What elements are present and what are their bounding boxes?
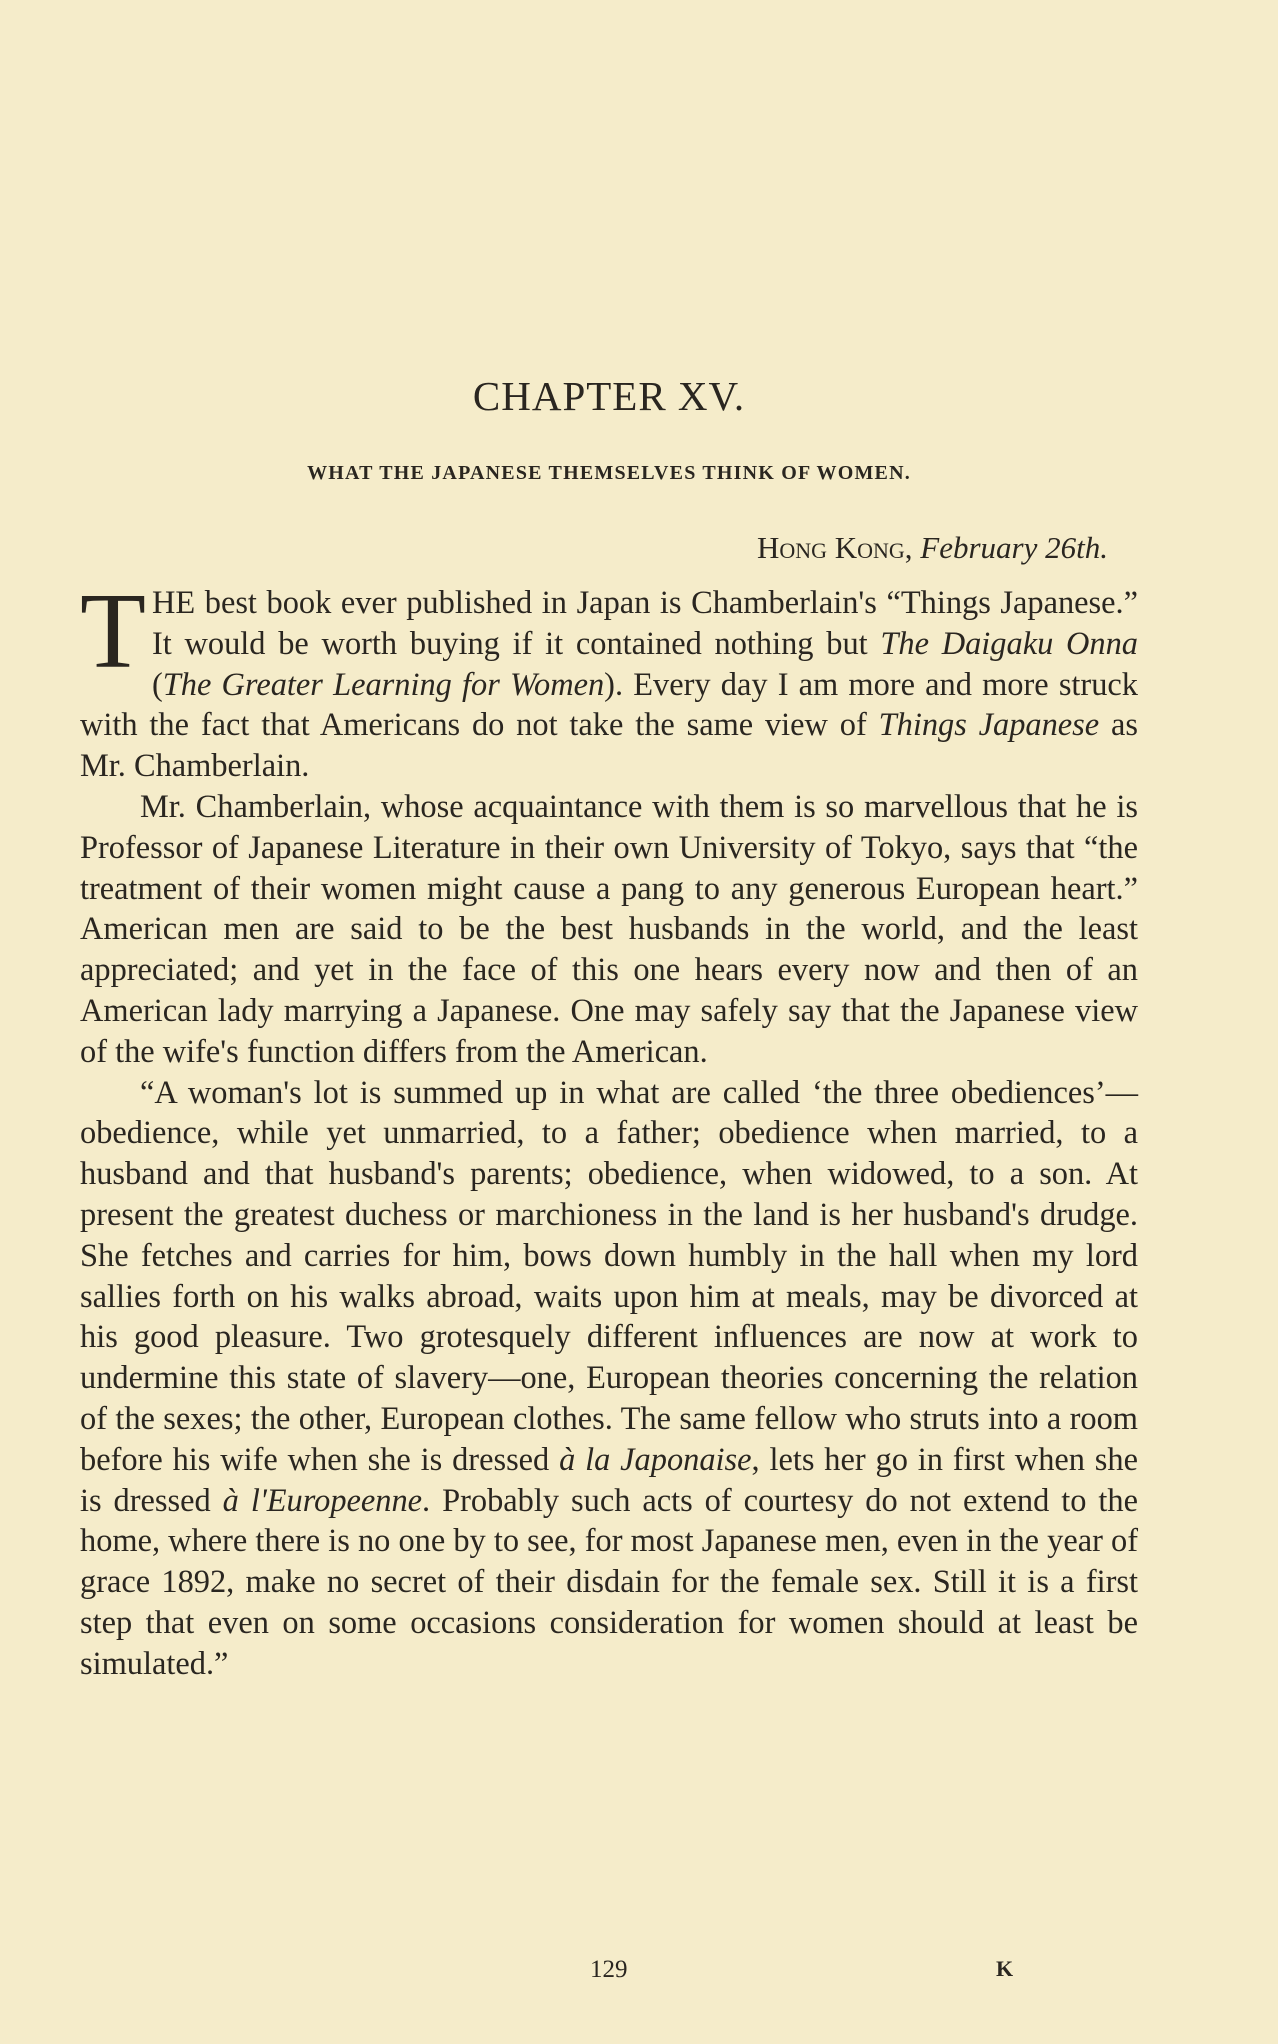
dateline-place: Hong Kong,	[756, 530, 913, 565]
chapter-subtitle: WHAT THE JAPANESE THEMSELVES THINK OF WOMEN.	[307, 462, 911, 484]
p1-title-a: The Daigaku Onna	[880, 625, 1138, 662]
page-number: 129	[590, 1956, 628, 1983]
p1-text-d: as Mr. Chamberlain.	[80, 707, 1138, 785]
page-footer	[0, 1956, 1278, 1996]
p1-title-c: Things Japanese	[878, 707, 1100, 744]
signature-mark: K	[996, 1956, 1014, 1981]
dateline	[757, 530, 1108, 566]
p3-phrase-b: à l'Europeenne	[222, 1482, 423, 1519]
p3-text-b: , lets her go in first when she is dressed	[80, 1441, 1138, 1519]
p1-text-c: ). Every day I am more and more struck with the fact that Americans do not take the same view of	[80, 666, 1138, 744]
paragraph-1	[80, 572, 1138, 787]
p3-text-c: . Probably such acts of courtesy do not extend to the home, where there is no one by to see, for most Japanese men, even in the year of grace 1892, make no secret of their disdain for the female sex. Still it is a first step that even on some occasions consideration for women should at least be simulated.”	[80, 1482, 1138, 1682]
p1-text-a: HE best book ever published in Japan is Chamberlain's “Things Japanese.” It would be worth buying if it contained nothing but	[151, 585, 1138, 662]
paragraph-2: Mr. Chamberlain, whose acquaintance with them is so marvellous that he is Professor of Japanese Literature in their own University of Tokyo, says that “the treatment of their women might cause a pang to any generous European heart.” American men are said to be the best husbands in the world, and the least appreciated; and yet in the face of this one hears every now and then of an American lady marrying a Japanese. One may safely say that the Japanese view of the wife's function differs from the American.	[80, 788, 1138, 1070]
drop-cap: T	[80, 572, 146, 691]
body-text	[80, 572, 1138, 1685]
p1-text-b: (	[151, 666, 163, 703]
chapter-title: CHAPTER XV.	[472, 373, 746, 419]
p1-title-b: The Greater Learning for Women	[162, 666, 605, 703]
paragraph-3	[80, 1073, 1138, 1685]
p3-text-a: “A woman's lot is summed up in what are called ‘the three obediences’—obedience, while yet unmarried, to a father; obedience when married, to a husband and that husband's parents; obedience, when widowed, to a son. At present the greatest duchess or marchioness in the land is her husband's drudge. She fetches and carries for him, bows down humbly in the hall when my lord sallies forth on his walks abroad, waits upon him at meals, may be divorced at his good pleasure. Two grotesquely different influences are now at work to undermine this state of slavery—one, European theories concerning the relation of the sexes; the other, European clothes. The same fellow who struts into a room before his wife when she is dressed	[80, 1074, 1138, 1478]
p3-phrase-a: à la Japonaise	[559, 1441, 752, 1478]
dateline-date: February 26th.	[920, 530, 1108, 565]
